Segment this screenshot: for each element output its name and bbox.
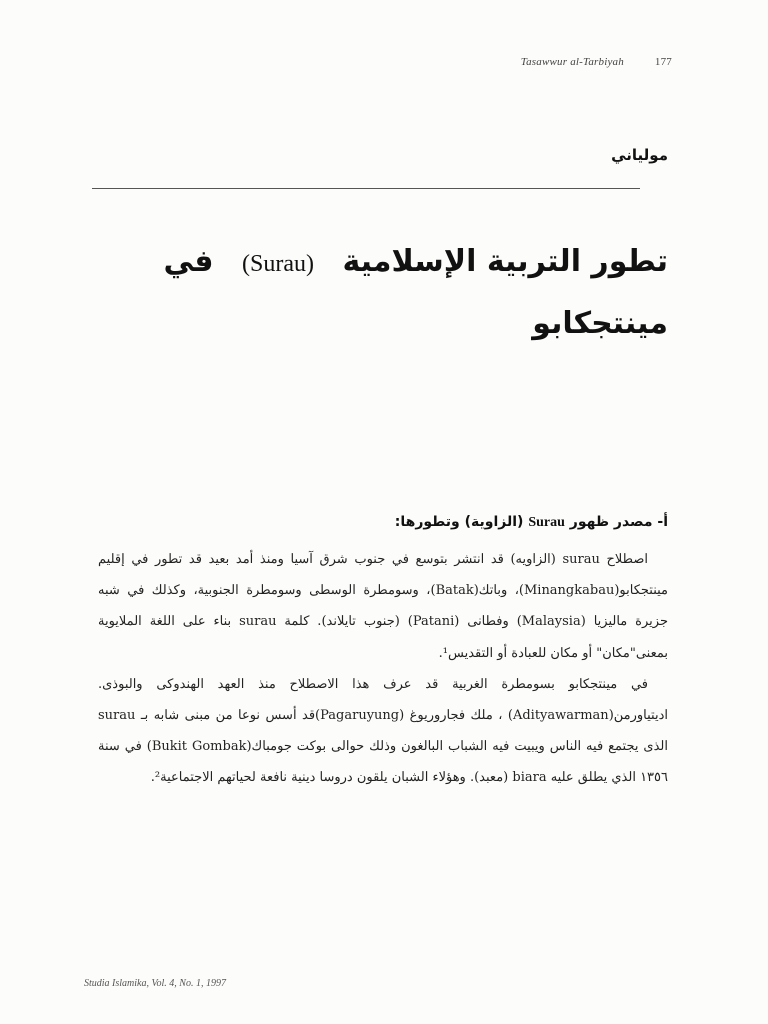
title-part-2: في [163,244,214,279]
title-part-1: تطور التربية الإسلامية [342,244,668,279]
section-heading-prefix: أ- مصدر ظهور [569,514,668,530]
title-latin: (Surau) [242,251,314,277]
running-header [521,56,672,68]
footer-citation: Studia Islamika, Vol. 4, No. 1, 1997 [84,978,226,989]
body-text [98,544,668,794]
article-title [88,232,668,354]
journal-title: Tasawwur al-Tarbiyah [520,56,624,68]
author-name: مولياني [611,146,668,164]
section-heading [395,514,668,531]
section-heading-suffix: (الزاوية) وتطورها: [394,514,524,530]
section-heading-latin: Surau [528,515,565,530]
header-divider [92,188,640,189]
title-line-1 [88,232,668,294]
page-number: 177 [654,56,672,68]
paragraph-1: اصطلاح surau (الزاويه) قد انتشر بتوسع في جنوب شرق آسيا ومنذ أمد بعيد قد تطور في إقليم مينتجكابو(Minangkabau)، وباتك(Batak)، وسومطرة الوسطى وسومطرة الجنوبية، وكذلك في شبه جزيرة ماليزيا (Malaysia) وفطانى (Patani) (جنوب تايلاند). كلمة surau بناء على اللغة الملايوية بمعنى"مكان" أو مكان للعبادة أو التقديس¹. [98,552,668,661]
title-line-2: مينتجكابو [532,306,668,341]
paragraph-2: في مينتجكابو بسومطرة الغربية قد عرف هذا الاصطلاح منذ العهد الهندوكى والبوذى. اديتياورمن(Adityawarman) ، ملك فجاروريوغ (Pagaruyung)قد أسس نوعا من مبنى شابه بـ surau الذى يجتمع فيه الناس ويبيت فيه الشباب البالغون وذلك حوالى بوكت جومباك(Bukit Gombak) في سنة ١٣٥٦ الذي يطلق عليه biara (معبد). وهؤلاء الشبان يلقون دروسا دينية نافعة لحياتهم الاجتماعية². [98,676,669,786]
